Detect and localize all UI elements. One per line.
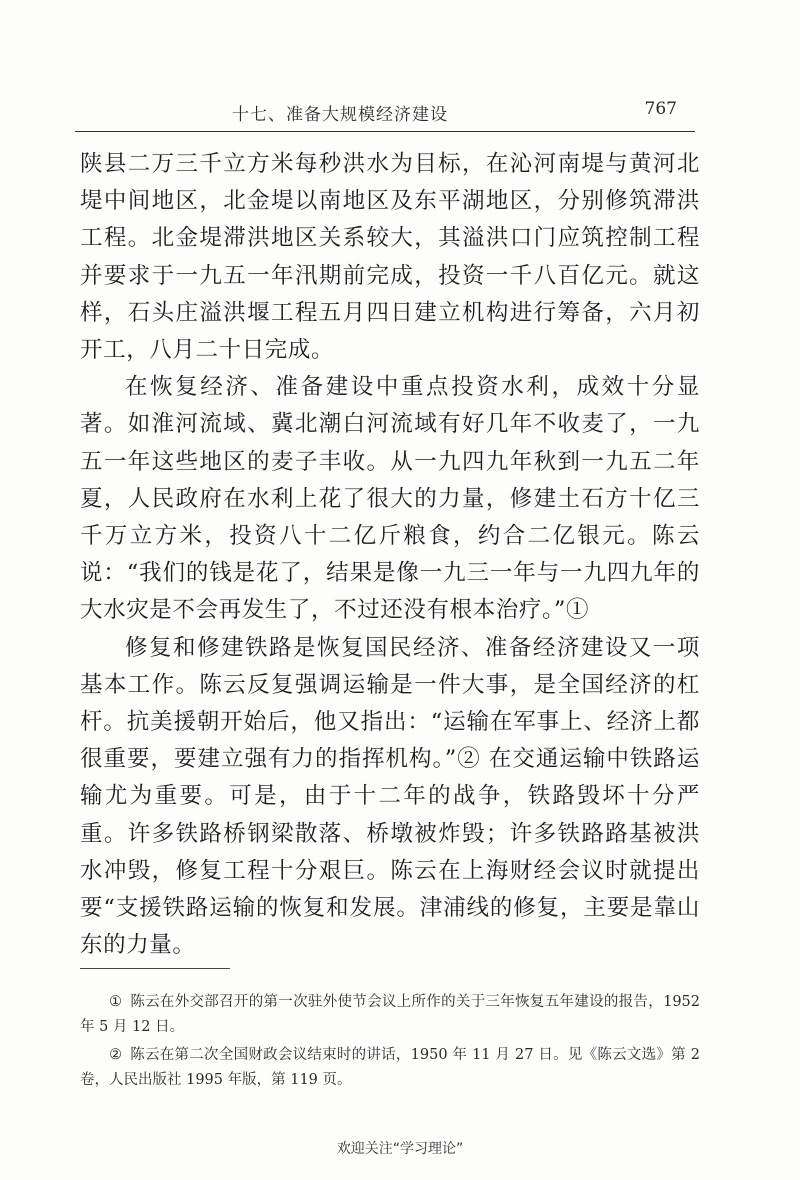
footnote-2 <box>80 1043 700 1092</box>
watermark-caption: 欢迎关注“学习理论” <box>336 1141 464 1157</box>
header-divider <box>75 131 695 132</box>
footnote-2-mark: ② <box>109 1047 123 1063</box>
paragraph-railways: 修复和修建铁路是恢复国民经济、准备经济建设又一项基本工作。陈云反复强调运输是一件大事，是全国经济的杠杆。抗美援朝开始后，他又指出：“运输在军事上、经济上都很重要，要建立强有力的指挥机构。”② 在交通运输中铁路运输尤为重要。可是，由于十二年的战争，铁路毁坏十分严重。许多铁路桥钢梁散落、桥墩被炸毁；许多铁路路基被洪水冲毁，修复工程十分艰巨。陈云在上海财经会议时就提出要“支援铁路运输的恢复和发展。津浦线的修复，主要是靠山东的力量。 <box>80 634 700 959</box>
footnote-2-text: 陈云在第二次全国财政会议结束时的讲话，1950 年 11 月 27 日。见《陈云文选》第 2 卷，人民出版社 1995 年版，第 119 页。 <box>80 1047 700 1088</box>
body-text <box>80 146 700 964</box>
chapter-title: 十七、准备大规模经济建设 <box>232 105 448 125</box>
paragraph-water-conservancy: 在恢复经济、准备建设中重点投资水利，成效十分显著。如淮河流域、冀北潮白河流域有好几年不收麦了，一九五一年这些地区的麦子丰收。从一九四九年秋到一九五二年夏，人民政府在水利上花了很大的力量，修建土石方十亿三千万立方米，投资八十二亿斤粮食，约合二亿银元。陈云说：“我们的钱是花了，结果是像一九三一年与一九四九年的大水灾是不会再发生了，不过还没有根本治疗。”① <box>80 374 700 624</box>
footnote-1-mark: ① <box>109 994 123 1010</box>
footnote-1 <box>80 990 700 1039</box>
running-header <box>75 96 695 128</box>
footnote-divider <box>80 968 230 969</box>
footnote-1-text: 陈云在外交部召开的第一次驻外使节会议上所作的关于三年恢复五年建设的报告，1952 年 5 月 12 日。 <box>80 994 701 1035</box>
footnotes <box>80 990 700 1096</box>
page-number: 767 <box>644 99 677 119</box>
paragraph-continued: 陕县二万三千立方米每秒洪水为目标，在沁河南堤与黄河北堤中间地区，北金堤以南地区及东平湖地区，分别修筑滞洪工程。北金堤滞洪地区关系较大，其溢洪口门应筑控制工程并要求于一九五一年汛期前完成，投资一千八百亿元。就这样，石头庄溢洪堰工程五月四日建立机构进行筹备，六月初开工，八月二十日完成。 <box>80 151 700 364</box>
